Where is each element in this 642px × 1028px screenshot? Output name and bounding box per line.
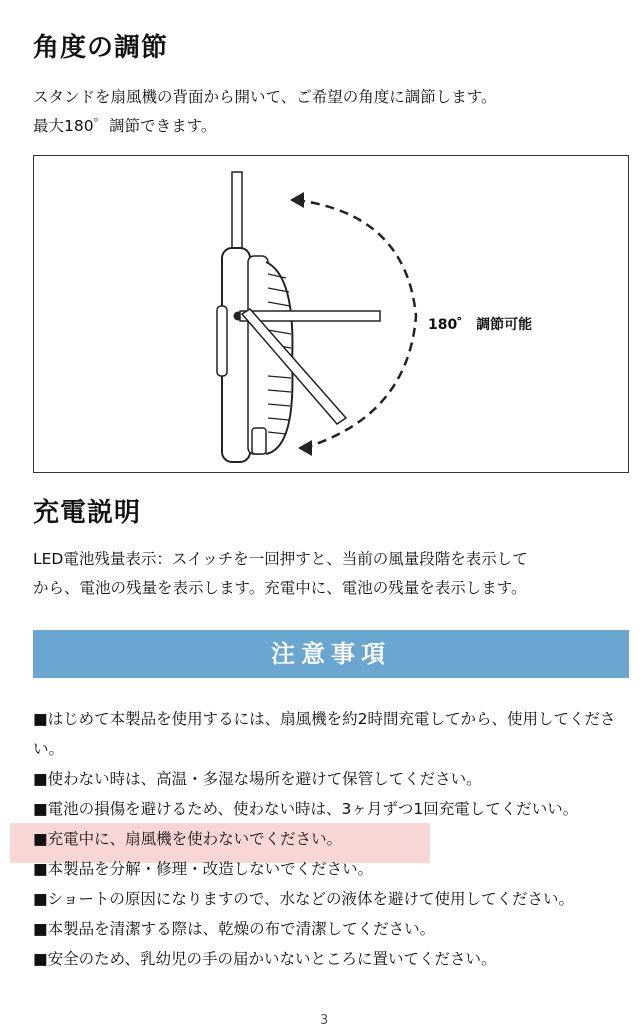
fan-stand-illustration	[34, 156, 630, 474]
caution-item-highlighted: ■充電中に、扇風機を使わないでください。	[33, 830, 343, 848]
angle-section-title: 角度の調節	[33, 33, 169, 63]
charge-description-line2: から、電池の残量を表示します。充電中に、電池の残量を表示します。	[33, 579, 527, 597]
page-number: 3	[320, 1013, 329, 1028]
caution-item: ■はじめて本製品を使用するには、扇風機を約2時間充電してから、使用してください。	[33, 710, 616, 758]
fan-clip	[252, 428, 266, 454]
caution-item: ■使わない時は、高温・多湿な場所を避けて保管してください。	[33, 770, 482, 788]
caution-item: ■電池の損傷を避けるため、使わない時は、3ヶ月ずつ1回充電してくだいい。	[33, 800, 579, 818]
angle-description-line1: スタンドを扇風機の背面から開いて、ご希望の角度に調節します。	[33, 88, 497, 106]
angle-description-line2: 最大180゜調節できます。	[33, 117, 217, 135]
arc-arrow-bottom	[298, 440, 312, 456]
fan-body	[248, 256, 268, 454]
charge-description-line1: LED電池残量表示：スイッチを一回押すと、当前の風量段階を表示して	[33, 550, 528, 568]
angle-label: 180゜ 調節可能	[428, 317, 533, 333]
charge-section-title: 充電説明	[33, 498, 142, 528]
caution-list	[33, 704, 641, 974]
caution-item: ■安全のため、乳幼児の手の届かいないところに置いてください。	[33, 950, 497, 968]
stand-top	[232, 172, 242, 252]
caution-item: ■ショートの原因になりますので、水などの液体を避けて使用してください。	[33, 890, 575, 908]
fan-back-bump	[217, 306, 227, 376]
rotation-arc	[296, 200, 416, 448]
caution-item: ■本製品を清潔する際は、乾燥の布で清潔してください。	[33, 920, 436, 938]
arc-arrow-top	[290, 192, 304, 208]
caution-item: ■本製品を分解・修理・改造しないでください。	[33, 860, 374, 878]
stand-horizontal	[240, 311, 380, 321]
caution-banner: 注意事項	[33, 630, 629, 678]
angle-adjust-diagram	[33, 155, 629, 473]
